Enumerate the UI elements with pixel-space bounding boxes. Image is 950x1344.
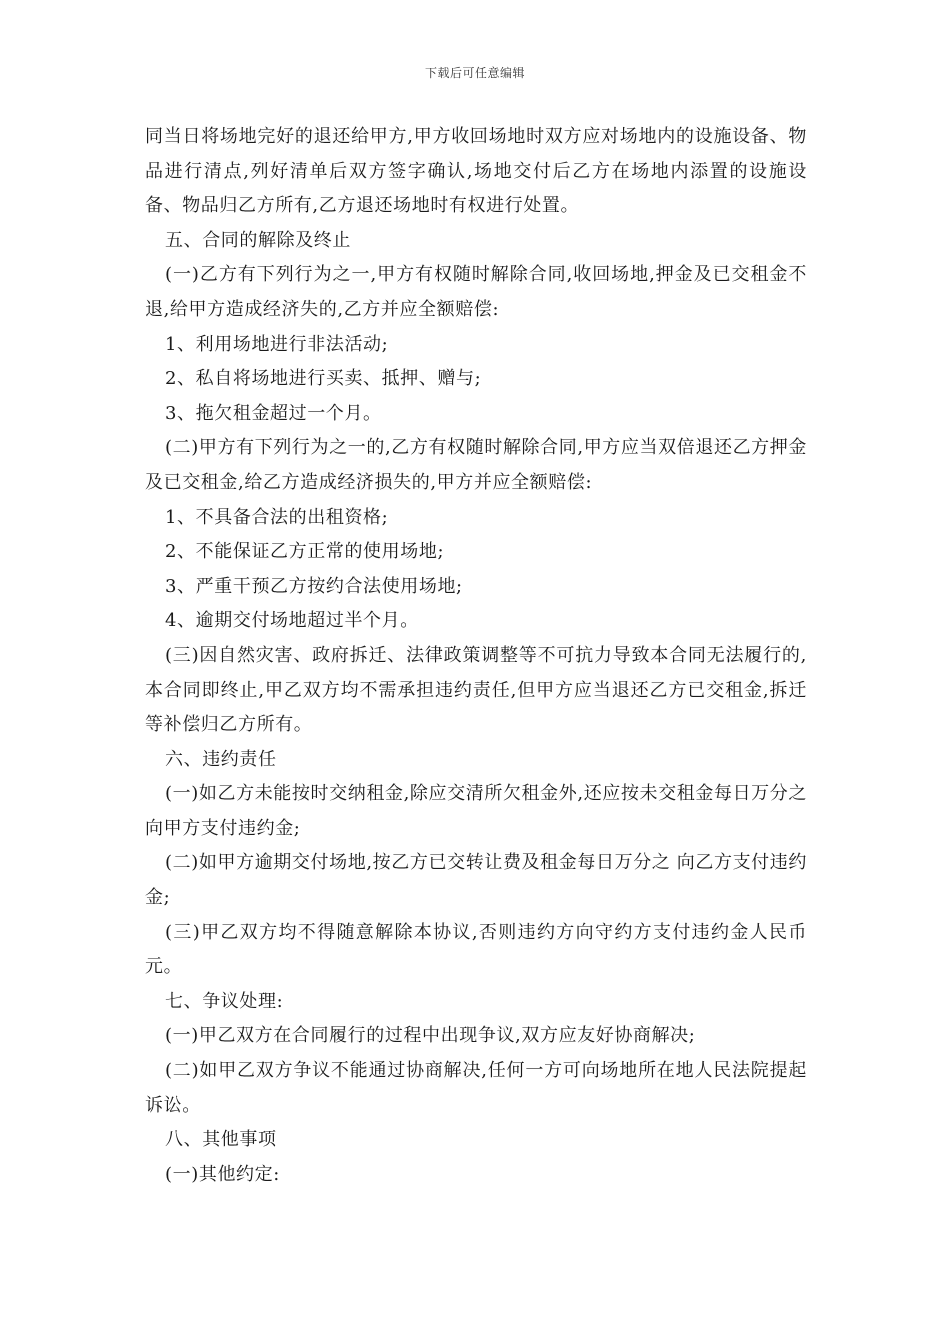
paragraph: (一)其他约定: bbox=[165, 1163, 280, 1185]
paragraph: (二)甲方有下列行为之一的,乙方有权随时解除合同,甲方应当双倍退还乙方押金及已交租金,给乙方造成经济损失的,甲方并应全额赔偿: bbox=[145, 437, 807, 493]
list-item: 1、不具备合法的出租资格; bbox=[165, 506, 389, 528]
paragraph: (二)如甲方逾期交付场地,按乙方已交转让费及租金每日万分之 向乙方支付违约金; bbox=[145, 852, 807, 909]
section-heading: 七、争议处理: bbox=[165, 990, 284, 1012]
list-item: 2、私自将场地进行买卖、抵押、赠与; bbox=[165, 368, 482, 390]
paragraph: (三)甲乙双方均不得随意解除本协议,否则违约方向守约方支付违约金人民币元。 bbox=[145, 921, 807, 978]
paragraph: (三)因自然灾害、政府拆迁、法律政策调整等不可抗力导致本合同无法履行的,本合同即终止,甲乙双方均不需承担违约责任,但甲方应当退还乙方已交租金,拆迁等补偿归乙方所有。 bbox=[145, 644, 807, 736]
paragraph: (一)甲乙双方在合同履行的过程中出现争议,双方应友好协商解决; bbox=[165, 1025, 696, 1047]
list-item: 4、逾期交付场地超过半个月。 bbox=[165, 610, 419, 632]
section-heading: 八、其他事项 bbox=[165, 1129, 277, 1151]
list-item: 1、利用场地进行非法活动; bbox=[165, 333, 389, 355]
document-body bbox=[145, 120, 807, 1192]
paragraph: (一)乙方有下列行为之一,甲方有权随时解除合同,收回场地,押金及已交租金不退,给甲方造成经济失的,乙方并应全额赔偿: bbox=[145, 264, 807, 320]
paragraph: (二)如甲乙双方争议不能通过协商解决,任何一方可向场地所在地人民法院提起诉讼。 bbox=[145, 1060, 807, 1116]
list-item: 3、严重干预乙方按约合法使用场地; bbox=[165, 575, 463, 597]
page-header-note: 下载后可任意编辑 bbox=[424, 66, 525, 80]
list-item: 3、拖欠租金超过一个月。 bbox=[165, 402, 382, 424]
paragraph: (一)如乙方未能按时交纳租金,除应交清所欠租金外,还应按未交租金每日万分之 向甲方支付违约金; bbox=[145, 783, 807, 839]
paragraph: 同当日将场地完好的退还给甲方,甲方收回场地时双方应对场地内的设施设备、物品进行清点,列好清单后双方签字确认,场地交付后乙方在场地内添置的设施设备、物品归乙方所有,乙方退还场地时有权进行处置。 bbox=[145, 126, 807, 217]
list-item: 2、不能保证乙方正常的使用场地; bbox=[165, 541, 445, 563]
section-heading: 五、合同的解除及终止 bbox=[165, 229, 351, 251]
section-heading: 六、违约责任 bbox=[165, 748, 277, 770]
